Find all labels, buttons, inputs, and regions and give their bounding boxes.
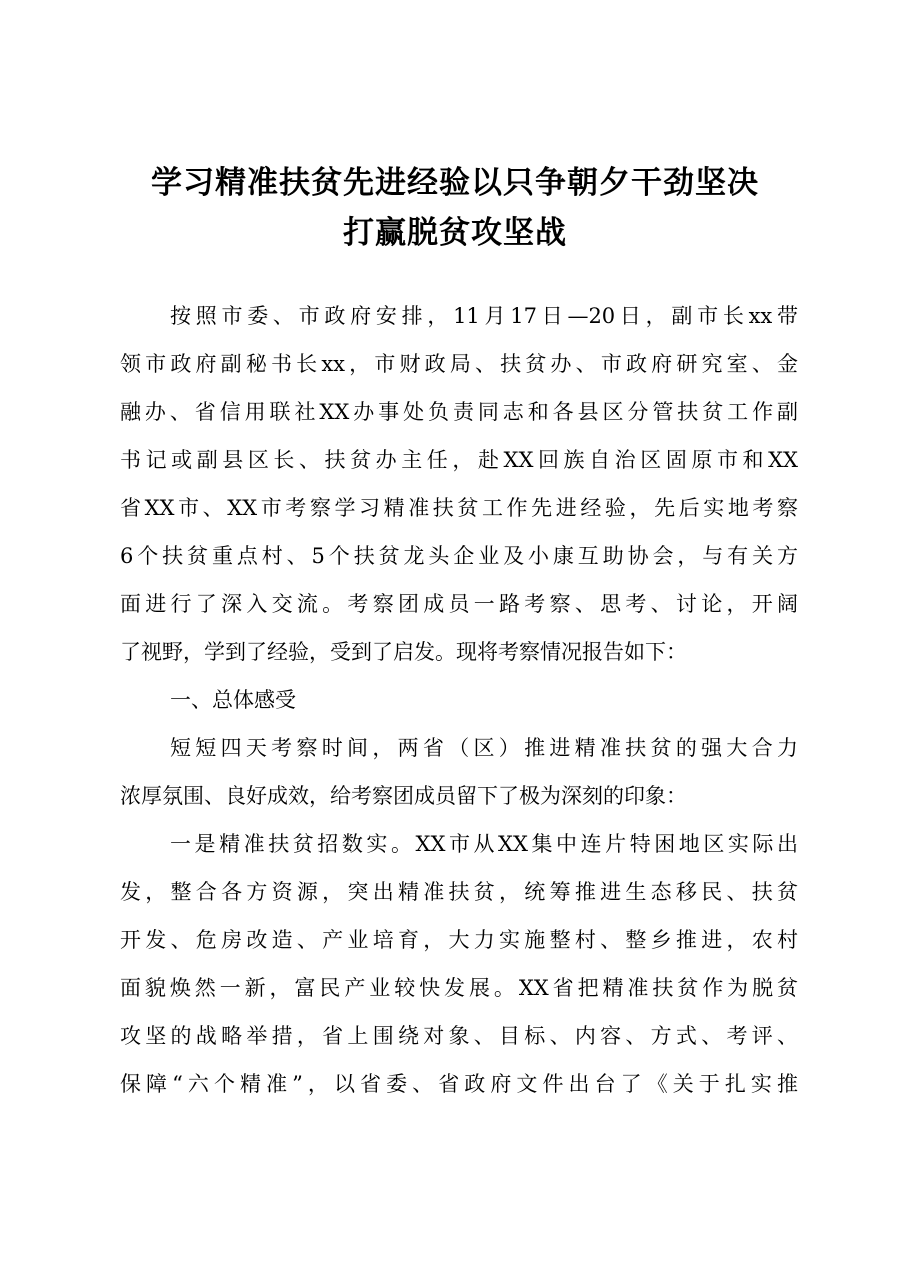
body-line: 攻坚的战略举措，省上围绕对象、目标、内容、方式、考评、 (120, 1024, 798, 1048)
body-line: 省XX市、XX市考察学习精准扶贫工作先进经验，先后实地考察 (120, 496, 798, 520)
body-line: 开发、危房改造、产业培育，大力实施整村、整乡推进，农村 (120, 928, 798, 952)
document-title-line-2: 打赢脱贫攻坚战 (343, 215, 567, 251)
body-line: 一是精准扶贫招数实。XX市从XX集中连片特困地区实际出 (170, 832, 798, 856)
body-line: 6个扶贫重点村、5个扶贫龙头企业及小康互助协会，与有关方 (120, 544, 798, 568)
body-line: 领市政府副秘书长xx，市财政局、扶贫办、市政府研究室、金 (120, 352, 798, 376)
body-line: 了视野，学到了经验，受到了启发。现将考察情况报告如下： (120, 640, 687, 664)
body-line: 融办、省信用联社XX办事处负责同志和各县区分管扶贫工作副 (120, 400, 798, 424)
body-line: 发，整合各方资源，突出精准扶贫，统筹推进生态移民、扶贫 (120, 880, 798, 904)
body-line: 书记或副县区长、扶贫办主任，赴XX回族自治区固原市和XX (120, 448, 798, 472)
body-line: 面貌焕然一新，富民产业较快发展。XX省把精准扶贫作为脱贫 (120, 976, 798, 1000)
body-line: 面进行了深入交流。考察团成员一路考察、思考、讨论，开阔 (120, 592, 798, 616)
body-line: 浓厚氛围、良好成效，给考察团成员留下了极为深刻的印象： (120, 784, 687, 808)
section-heading: 一、总体感受 (170, 688, 296, 712)
body-line: 短短四天考察时间，两省（区）推进精准扶贫的强大合力 (170, 736, 798, 760)
document-title-line-1: 学习精准扶贫先进经验以只争朝夕干劲坚决 (151, 165, 759, 201)
body-line: 保障“六个精准”，以省委、省政府文件出台了《关于扎实推 (120, 1072, 798, 1096)
body-line: 按照市委、市政府安排，11月17日—20日，副市长xx带 (170, 304, 798, 328)
